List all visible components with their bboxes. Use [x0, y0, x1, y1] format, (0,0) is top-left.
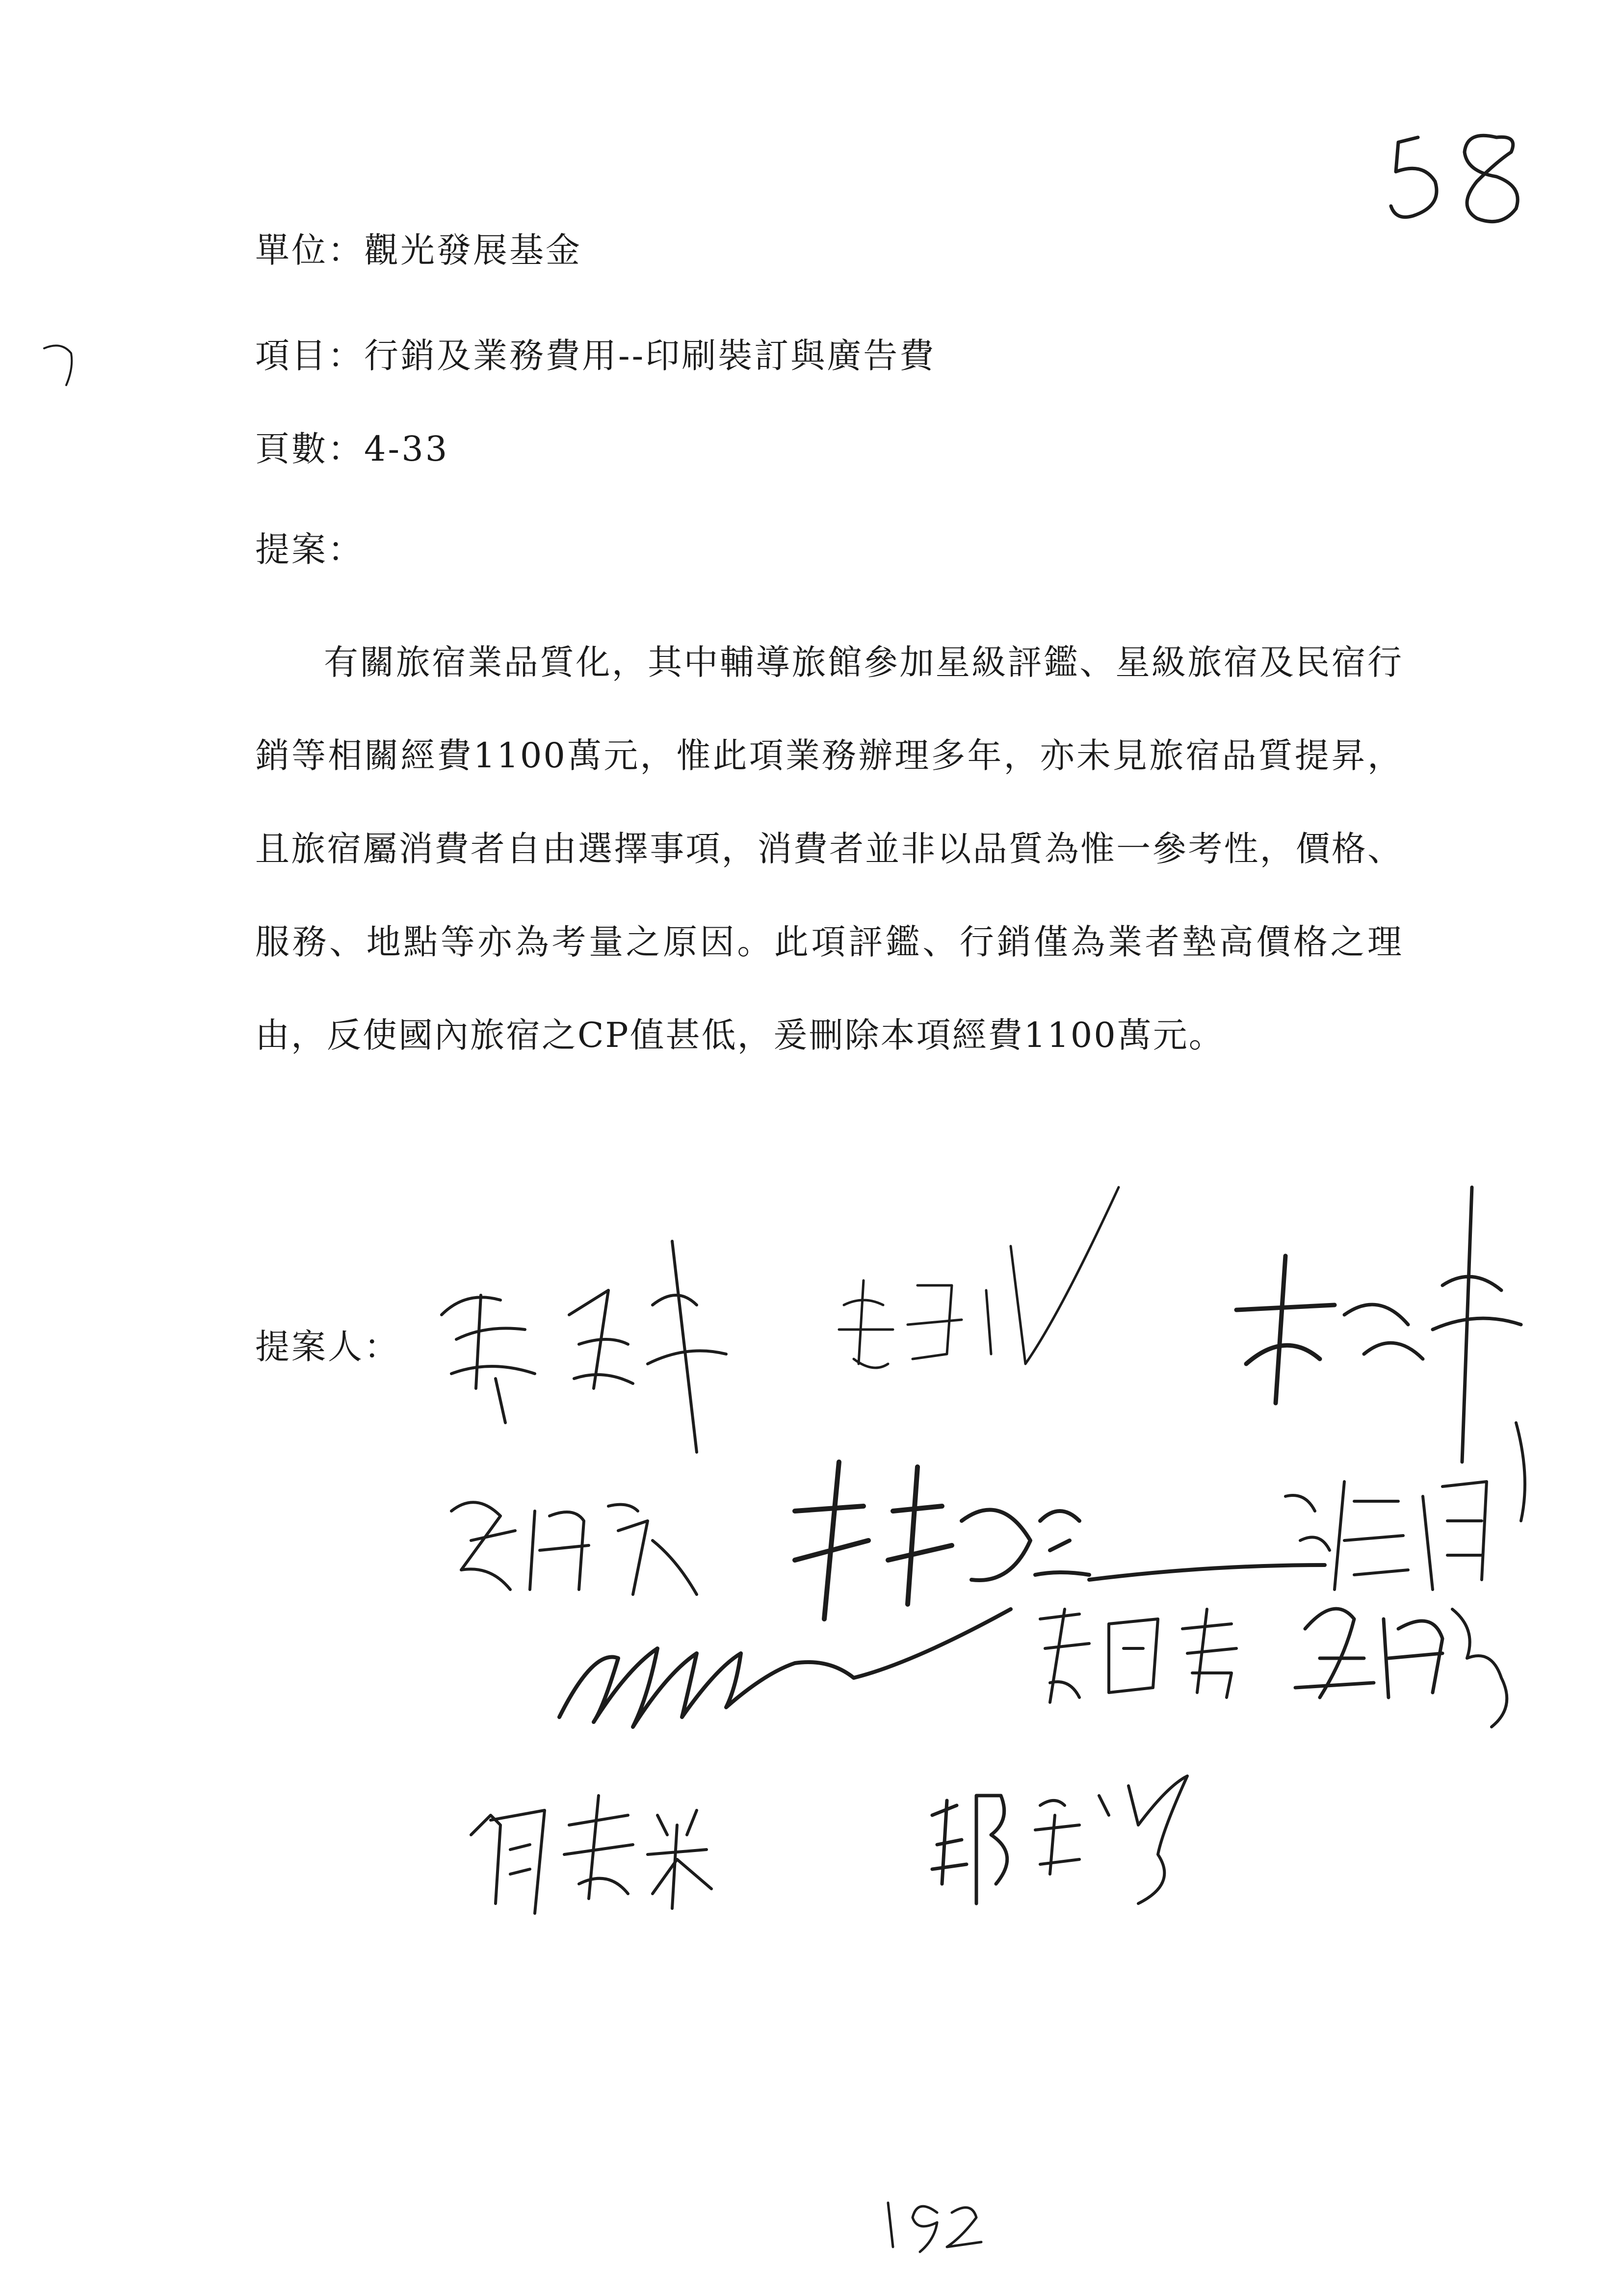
handwritten-footer-number: [878, 2193, 986, 2259]
margin-mark-drawing: [42, 339, 81, 392]
proposer-label: 提案人：: [255, 1327, 400, 1367]
signatures-drawing: [422, 1168, 1580, 2002]
signature-2: [839, 1187, 1119, 1368]
handwritten-58-drawing: [1384, 123, 1531, 235]
handwritten-192-drawing: [878, 2193, 986, 2257]
unit-field: 單位：觀光發展基金: [255, 230, 582, 270]
item-field: 項目：行銷及業務費用--印刷裝訂與廣告費: [255, 336, 936, 376]
signature-5: [795, 1462, 1325, 1619]
pages-field: 頁數：4-33: [255, 429, 449, 469]
handwritten-signatures: [422, 1168, 1580, 2002]
signature-9: [1295, 1609, 1507, 1727]
signature-10: [471, 1796, 711, 1913]
handwritten-page-number: [1384, 123, 1531, 237]
signature-3: [1236, 1187, 1521, 1462]
signature-4: [451, 1502, 697, 1594]
proposal-body-text: 有關旅宿業品質化，其中輔導旅館參加星級評鑑、星級旅宿及民宿行銷等相關經費1100萬元，惟此項業務辦理多年，亦未見旅宿品質提昇，且旅宿屬消費者自由選擇事項，消費者並非以品質為惟一參考性，價格、服務、地點等亦為考量之原因。此項評鑑、行銷僅為業者墊高價格之理由，反使國內旅宿之CP值甚低，爰刪除本項經費1100萬元。: [255, 642, 1403, 1055]
signature-1: [442, 1241, 726, 1452]
proposal-heading: 提案：: [255, 529, 364, 570]
signature-7: [559, 1609, 1011, 1727]
signature-8: [1040, 1609, 1236, 1702]
margin-mark: [42, 339, 81, 394]
signature-11: [932, 1776, 1187, 1904]
